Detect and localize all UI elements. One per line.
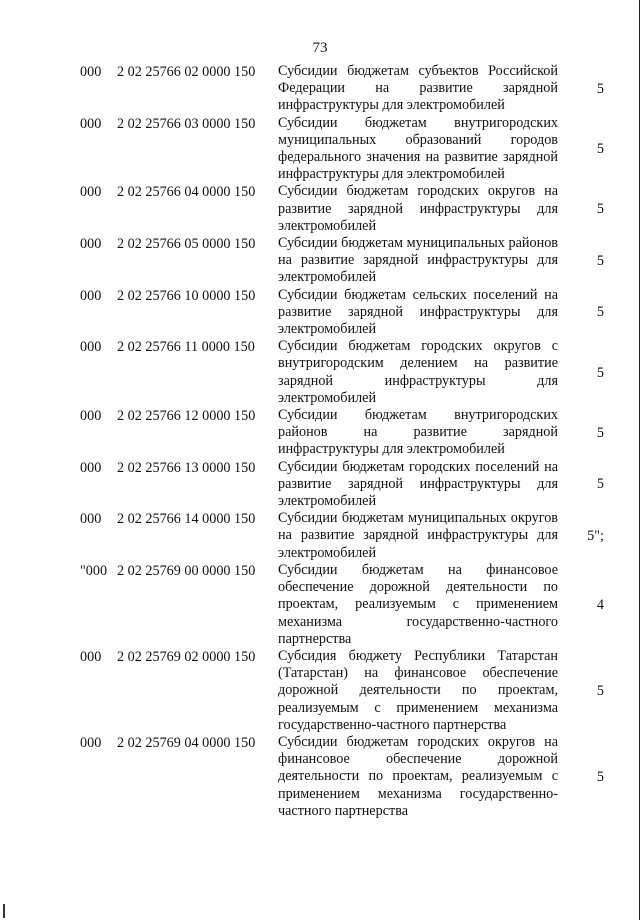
budget-code: 2 02 25766 03 0000 150: [117, 115, 256, 132]
row-value: 5";: [587, 528, 604, 545]
scan-corner-mark: [3, 904, 5, 918]
budget-code: 2 02 25766 11 0000 150: [117, 339, 255, 356]
table-row: [0, 115, 640, 184]
row-value: 5: [596, 768, 604, 785]
table-row: [0, 510, 640, 562]
budget-code: 2 02 25766 10 0000 150: [117, 287, 256, 304]
table-row: [0, 183, 640, 235]
row-value: 4: [596, 596, 604, 613]
budget-classification-table: [0, 63, 640, 820]
admin-code: 000: [80, 648, 102, 665]
table-row: [0, 338, 640, 407]
budget-code: 2 02 25769 04 0000 150: [117, 734, 256, 751]
admin-code: 000: [80, 64, 102, 80]
row-value: 5: [596, 80, 604, 97]
income-name: Субсидии бюджетам муниципальных округов на развитие зарядной инфраструктуры для электромобилей: [278, 510, 558, 561]
income-name: Субсидии бюджетам городских поселений на развитие зарядной инфраструктуры для электромобилей: [278, 458, 558, 510]
income-name: Субсидии бюджетам городских округов на финансовое обеспечение дорожной деятельности по проектам, реализуемым с применением механизма государственно-частного партнерства: [278, 733, 558, 819]
admin-code: 000: [80, 511, 102, 528]
budget-code: 2 02 25766 02 0000 150: [117, 64, 256, 80]
income-name: Субсидия бюджету Республики Татарстан (Татарстан) на финансовое обеспечение дорожной деятельности по проектам, реализуемым с применением механизма государственно-частного партнерства: [278, 647, 558, 733]
table-row: [0, 287, 640, 339]
budget-code: 2 02 25769 00 0000 150: [117, 562, 256, 579]
admin-code: 000: [80, 339, 102, 356]
budget-code: 2 02 25766 05 0000 150: [117, 236, 256, 253]
admin-code: 000: [80, 184, 102, 201]
budget-code: 2 02 25766 12 0000 150: [117, 408, 256, 425]
admin-code: 000: [80, 236, 102, 253]
row-value: 5: [596, 201, 604, 218]
row-value: 5: [596, 252, 604, 269]
row-value: 5: [596, 364, 604, 381]
row-value: 5: [596, 304, 604, 321]
income-name: Субсидии бюджетам муниципальных районов на развитие зарядной инфраструктуры для электромобилей: [278, 235, 558, 286]
income-name: Субсидии бюджетам внутригородских районов на развитие зарядной инфраструктуры для электромобилей: [278, 407, 558, 458]
budget-code: 2 02 25766 13 0000 150: [117, 459, 256, 476]
income-name: Субсидии бюджетам на финансовое обеспечение дорожной деятельности по проектам, реализуемым с применением механизма государственно-частного партнерства: [278, 561, 558, 647]
income-name: Субсидии бюджетам субъектов Российской Федерации на развитие зарядной инфраструктуры для электромобилей: [278, 63, 558, 114]
admin-code: 000: [80, 408, 102, 425]
budget-code: 2 02 25766 04 0000 150: [117, 184, 256, 201]
row-value: 5: [596, 141, 604, 158]
admin-code: "000: [80, 562, 108, 579]
table-row: [0, 734, 640, 820]
budget-code: 2 02 25766 14 0000 150: [117, 511, 256, 528]
table-row: [0, 407, 640, 459]
admin-code: 000: [80, 734, 102, 751]
income-name: Субсидии бюджетам городских округов на развитие зарядной инфраструктуры для электромобилей: [278, 183, 558, 234]
page-number: 73: [312, 40, 328, 56]
admin-code: 000: [80, 287, 102, 304]
admin-code: 000: [80, 115, 102, 132]
row-value: 5: [596, 682, 604, 699]
income-name: Субсидии бюджетам городских округов с внутригородским делением на развитие зарядной инфраструктуры для электромобилей: [278, 338, 558, 406]
income-name: Субсидии бюджетам сельских поселений на развитие зарядной инфраструктуры для электромобилей: [278, 286, 558, 338]
row-value: 5: [596, 476, 604, 493]
income-name: Субсидии бюджетам внутригородских муниципальных образований городов федерального значения на развитие зарядной инфраструктуры для электромобилей: [278, 114, 558, 183]
row-value: 5: [596, 424, 604, 441]
admin-code: 000: [80, 459, 102, 476]
table-row: [0, 562, 640, 648]
table-row: [0, 648, 640, 734]
table-row: [0, 235, 640, 287]
table-row: [0, 63, 640, 115]
table-row: [0, 459, 640, 511]
budget-code: 2 02 25769 02 0000 150: [117, 648, 256, 665]
